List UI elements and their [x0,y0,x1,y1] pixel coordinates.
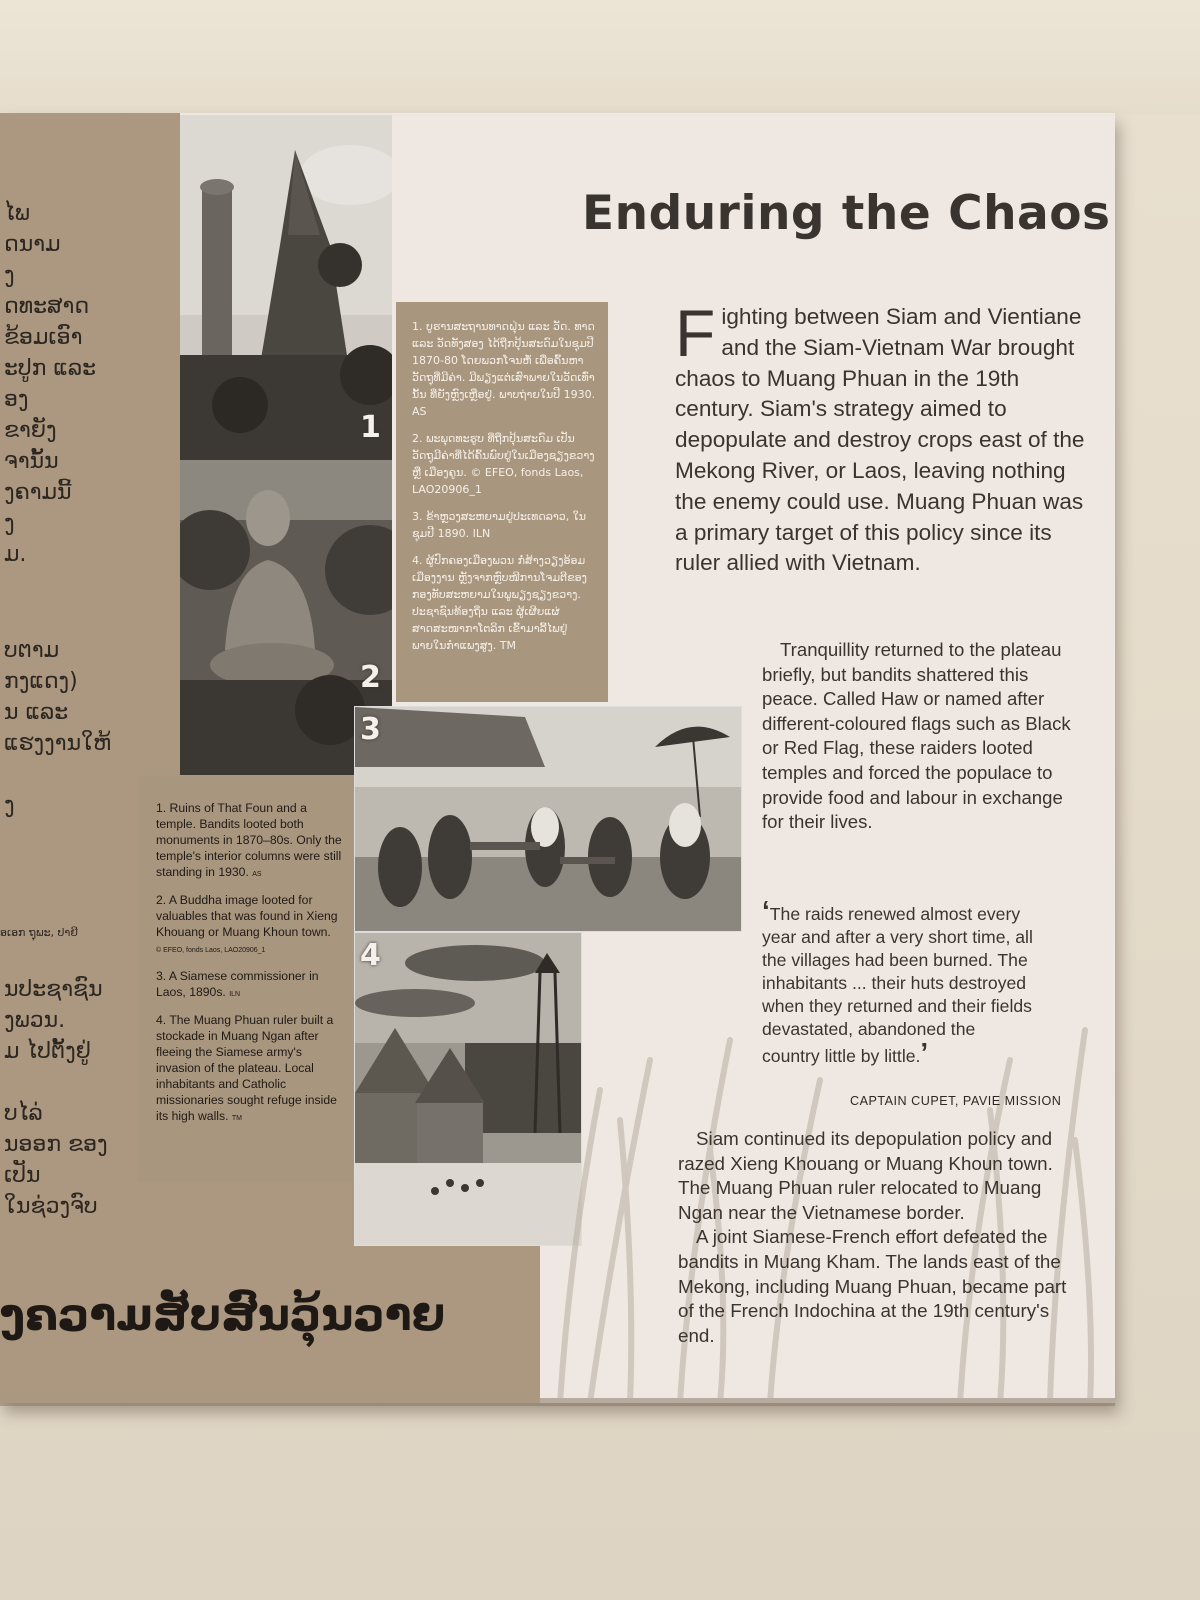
drop-cap: F [675,296,716,370]
lao-margin-line: ງ [4,511,15,536]
caption-1 [156,800,342,883]
caption-4-text: 4. The Muang Phuan ruler built a stockade in Muang Ngan after fleeing the Siamese army's invasion of the plateau. Local inhabitants and Catholic missionaries sought refuge inside its high walls. [156,1013,337,1123]
caption-2 [156,892,342,959]
lao-margin-line: ງຄາມນີ້ [4,480,72,505]
lao-margin-line: ອງ [4,387,29,412]
lao-margin-line: ກງແດງ) [4,669,78,694]
panel-title: Enduring the Chaos [582,186,1111,241]
lao-attribution: ອເອກ ຖຸພະ, ປາຍີ [0,926,78,939]
lao-margin-line: ຈານັ້ນ [4,449,59,474]
caption-1-text: 1. Ruins of That Foun and a temple. Bandits looted both monuments in 1870–80s. Only the temple's interior columns were still standing in 1930. [156,801,342,879]
indochina-paragraph: A joint Siamese-French effort defeated the bandits in Muang Kham. The lands east of the Mekong, including Muang Phuan, became part of the French Indochina at the 19th century's end. [678,1226,1067,1346]
lao-title: ງຄວາມສັບສົນວຸ້ນວາຍ [0,1290,446,1341]
lao-margin-line: ໄພ [4,201,30,226]
caption-1-credit: AS [252,871,262,878]
lao-caption-3: 3. ຂ້າຫຼວງສະຫຍາມຢູ່ປະເທດລາວ, ໃນຊຸມປີ 1890. ILN [412,510,586,540]
intro-paragraph [675,296,1095,579]
lao-margin-line: ນ ແລະ [4,700,69,725]
english-captions-box [138,776,354,1182]
caption-2-credit: © EFEO, fonds Laos, LAO20906_1 [156,947,266,954]
caption-4 [156,1012,342,1127]
lao-margin-line: ບໄລ່ [4,1101,43,1126]
bandits-paragraph: Tranquillity returned to the plateau briefly, but bandits shattered this peace. Called Haw or named after different-coloured flags such as Black or Red Flag, these raiders looted temples and forced the populace to provide food and labour in exchange for their lives. [762,639,1071,833]
quote-open-mark: ‘ [762,895,770,926]
lao-body-text-3 [4,974,108,1222]
photo-number-3: 3 [360,712,381,747]
caption-3 [156,968,342,1003]
lao-margin-line: ນປະຊາຊົນ [4,977,103,1002]
lao-captions-box [396,302,608,702]
lao-margin-line [4,604,111,635]
lao-caption-2: 2. ພະພຸດທະຮູບ ທີ່ຖືກປຸ້ນສະດົມ ເປັນວັດຖຸມີຄ່າທີ່ໄດ້ຄົ້ນພົບຢູ່ໃນເມືອງຊຽງຂວາງ ຫຼື ເມືອງຄູນ. © EFEO, fonds Laos, LAO20906_1 [412,432,595,496]
lao-margin-line: ແຮງງານໃຫ້ [4,731,112,756]
quote-close-mark: ’ [920,1037,929,1068]
depopulation-paragraph: Siam continued its depopulation policy and razed Xieng Khouang or Muang Khoun town. The Muang Phuan ruler relocated to Muang Ngan near the Vietnamese border. [678,1128,1053,1223]
caption-3-text: 3. A Siamese commissioner in Laos, 1890s. [156,969,319,999]
photo-number-4: 4 [360,938,381,973]
photo-number-1: 1 [360,410,381,445]
lao-margin-line: ງພວນ. [4,1008,66,1033]
caption-3-credit: ILN [229,991,241,998]
lao-body-text-2 [4,604,111,821]
lao-margin-line: ນອອກ ຂອງ [4,1132,108,1157]
lao-margin-line: ຂ້ອມເອົາ [4,325,83,350]
lao-margin-line: ໃນຊ່ວງຈົບ [4,1194,98,1219]
lao-margin-line: ດທະສາດ [4,294,90,319]
intro-text: ighting between Siam and Vientiane and the Siam-Vietnam War brought chaos to Muang Phuan in the 19th century. Siam's strategy aimed to depopulate and destroy crops east of the Mekong River, or Laos, leaving nothing the enemy could use. Muang Phuan was a primary target of this policy since its ruler allied with Vietnam. [675,304,1085,576]
lao-body-text-1 [4,198,96,570]
quote-attribution: CAPTAIN CUPET, PAVIE MISSION [850,1094,1062,1108]
quote [762,895,1037,1068]
photo-number-2: 2 [360,660,381,695]
wall [0,0,1200,115]
lao-margin-line: ບຕາມ [4,638,60,663]
lao-margin-line: ດນາມ [4,232,61,257]
lao-margin-line: ມ ໄປຕັ້ງຢູ່ [4,1039,91,1064]
photo-ruins [180,115,392,460]
closing-paragraphs [678,1127,1074,1348]
lao-margin-line: ງ [4,263,15,288]
photo-commissioner [354,706,742,932]
quote-text: The raids renewed almost every year and after a very short time, all the villages had been burned. The inhabitants ... their huts destroyed when they returned and their fields devastated, abandoned the country little by little. [762,904,1033,1066]
caption-2-text: 2. A Buddha image looted for valuables that was found in Xieng Khouang or Muang Khoun town. [156,893,338,939]
lao-margin-line: ງ [4,793,15,818]
lao-caption-4: 4. ຜູ້ປົກຄອງເມືອງພວນ ກໍ່ສ້າງວຽງອ້ອມເມືອງງານ ຫຼັງຈາກຫຼົບໜີການໂຈມຕີຂອງກອງທັບສະຫຍາມໃນພູພຽງຊຽງຂວາງ. ປະຊາຊົນທ້ອງຖິ່ນ ແລະ ຜູ້ເຜີຍແຜ່ສາດສະໜາກາໂຕລິກ ເຂົ້າມາລີ້ໄພຢູ່ພາຍໃນກຳແພງສູງ. TM [412,554,587,652]
lao-margin-line [4,1067,108,1098]
lao-caption-1: 1. ບູຮານສະຖານທາດຝຸ່ນ ແລະ ວັດ. ທາດ ແລະ ວັດທັງສອງ ໄດ້ຖືກປຸ້ນສະດົມໃນຊຸມປີ 1870-80 ໂດຍພວກໂຈນຫໍ້ ເພື່ອຄົ້ນຫາວັດຖຸທີ່ມີຄ່າ. ມີພຽງແຕ່ເສົາພາຍໃນວັດເທົ່ານັ້ນ ທີ່ຍັງຫຼົງເຫຼືອຢູ່. ພາບຖ່າຍໃນປີ 1930. AS [412,320,596,418]
lao-margin-line: ເປັນ [4,1163,41,1188]
lao-margin-line: ຂາຍັງ [4,418,57,443]
lao-margin-line: ະປູກ ແລະ [4,356,97,381]
lao-margin-line: ມ. [4,542,27,567]
lao-margin-line [4,759,111,790]
caption-4-credit: TM [231,1115,242,1122]
